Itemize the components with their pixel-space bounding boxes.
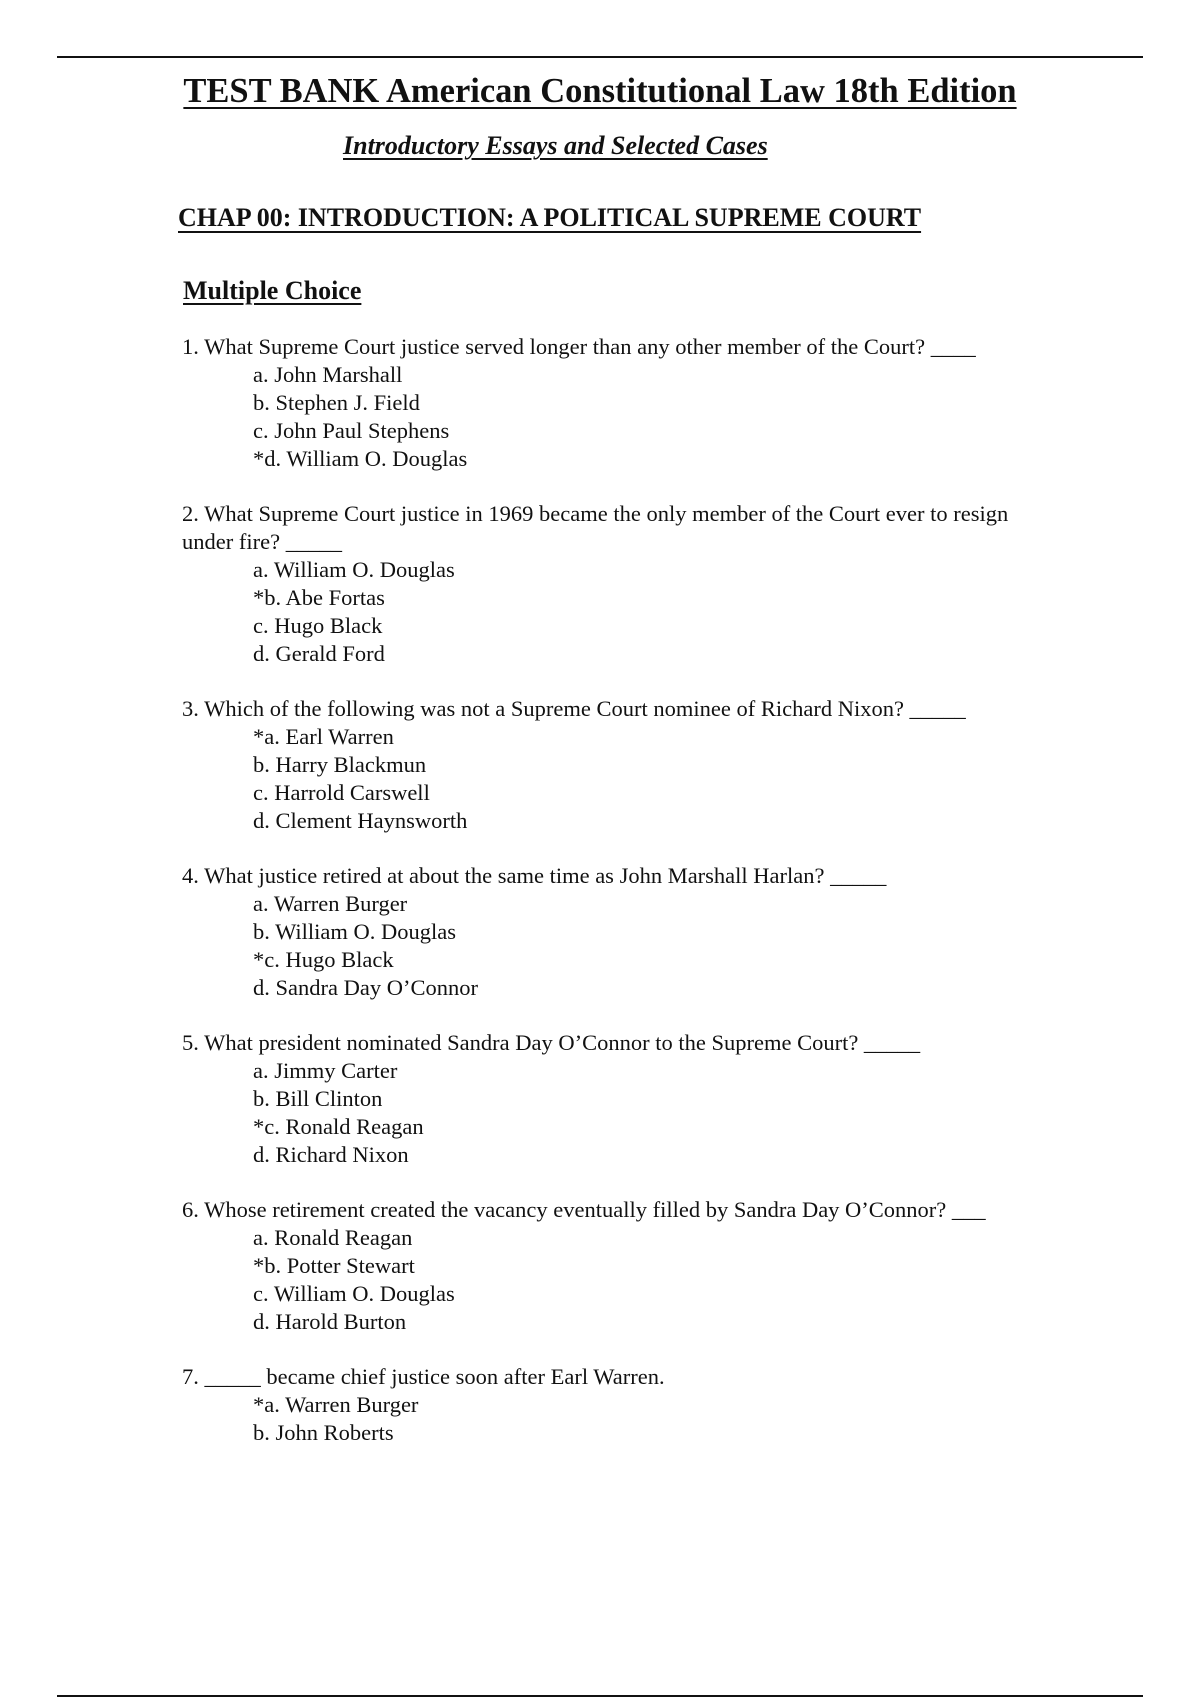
answer-options <box>182 1057 1062 1169</box>
answer-option-correct: *c. Hugo Black <box>253 947 394 972</box>
answer-option: b. John Roberts <box>253 1420 394 1445</box>
question-text: 3. Which of the following was not a Supreme Court nominee of Richard Nixon? _____ <box>182 696 966 721</box>
answer-option-correct: *b. Potter Stewart <box>253 1253 415 1278</box>
answer-option: d. Richard Nixon <box>253 1142 409 1167</box>
answer-option-correct: *a. Warren Burger <box>253 1392 419 1417</box>
answer-option: d. Gerald Ford <box>253 641 385 666</box>
question-4 <box>182 862 1062 1002</box>
answer-option: c. Harrold Carswell <box>253 780 430 805</box>
answer-option: b. Harry Blackmun <box>253 752 427 777</box>
answer-option: a. Warren Burger <box>253 891 408 916</box>
question-3 <box>182 695 1062 835</box>
question-text: 4. What justice retired at about the same time as John Marshall Harlan? _____ <box>182 863 887 888</box>
answer-option: c. Hugo Black <box>253 613 383 638</box>
bottom-rule <box>57 1695 1143 1697</box>
question-list <box>182 333 1062 1474</box>
document-subtitle: Introductory Essays and Selected Cases <box>343 131 768 160</box>
question-text: 1. What Supreme Court justice served longer than any other member of the Court? ____ <box>182 334 976 359</box>
answer-option: c. John Paul Stephens <box>253 418 450 443</box>
question-text: 6. Whose retirement created the vacancy eventually filled by Sandra Day O’Connor? ___ <box>182 1197 986 1222</box>
answer-options <box>182 1391 1062 1447</box>
answer-options <box>182 1224 1062 1336</box>
answer-options <box>182 890 1062 1002</box>
question-text: 5. What president nominated Sandra Day O’Connor to the Supreme Court? _____ <box>182 1030 921 1055</box>
question-7 <box>182 1363 1062 1447</box>
answer-option: d. Clement Haynsworth <box>253 808 468 833</box>
answer-option: b. Stephen J. Field <box>253 390 420 415</box>
answer-option: c. William O. Douglas <box>253 1281 455 1306</box>
answer-option-correct: *b. Abe Fortas <box>253 585 385 610</box>
document-title: TEST BANK American Constitutional Law 18th Edition <box>183 72 1017 110</box>
question-5 <box>182 1029 1062 1169</box>
chapter-heading: CHAP 00: INTRODUCTION: A POLITICAL SUPREME COURT <box>178 203 922 232</box>
answer-option-correct: *d. William O. Douglas <box>253 446 468 471</box>
question-1 <box>182 333 1062 473</box>
answer-option-correct: *c. Ronald Reagan <box>253 1114 424 1139</box>
answer-option: d. Sandra Day O’Connor <box>253 975 478 1000</box>
question-text: 2. What Supreme Court justice in 1969 became the only member of the Court ever to resign under fire? _____ <box>182 501 1009 554</box>
answer-options <box>182 556 1062 668</box>
answer-option: a. Ronald Reagan <box>253 1225 413 1250</box>
section-heading: Multiple Choice <box>183 276 362 305</box>
answer-option: a. John Marshall <box>253 362 403 387</box>
answer-option: d. Harold Burton <box>253 1309 407 1334</box>
answer-option: b. Bill Clinton <box>253 1086 383 1111</box>
answer-options <box>182 723 1062 835</box>
question-text: 7. _____ became chief justice soon after Earl Warren. <box>182 1364 665 1389</box>
top-rule <box>57 56 1143 58</box>
answer-option: b. William O. Douglas <box>253 919 457 944</box>
question-6 <box>182 1196 1062 1336</box>
answer-option: a. William O. Douglas <box>253 557 455 582</box>
answer-option-correct: *a. Earl Warren <box>253 724 394 749</box>
answer-options <box>182 361 1062 473</box>
answer-option: a. Jimmy Carter <box>253 1058 398 1083</box>
question-2 <box>182 500 1062 668</box>
